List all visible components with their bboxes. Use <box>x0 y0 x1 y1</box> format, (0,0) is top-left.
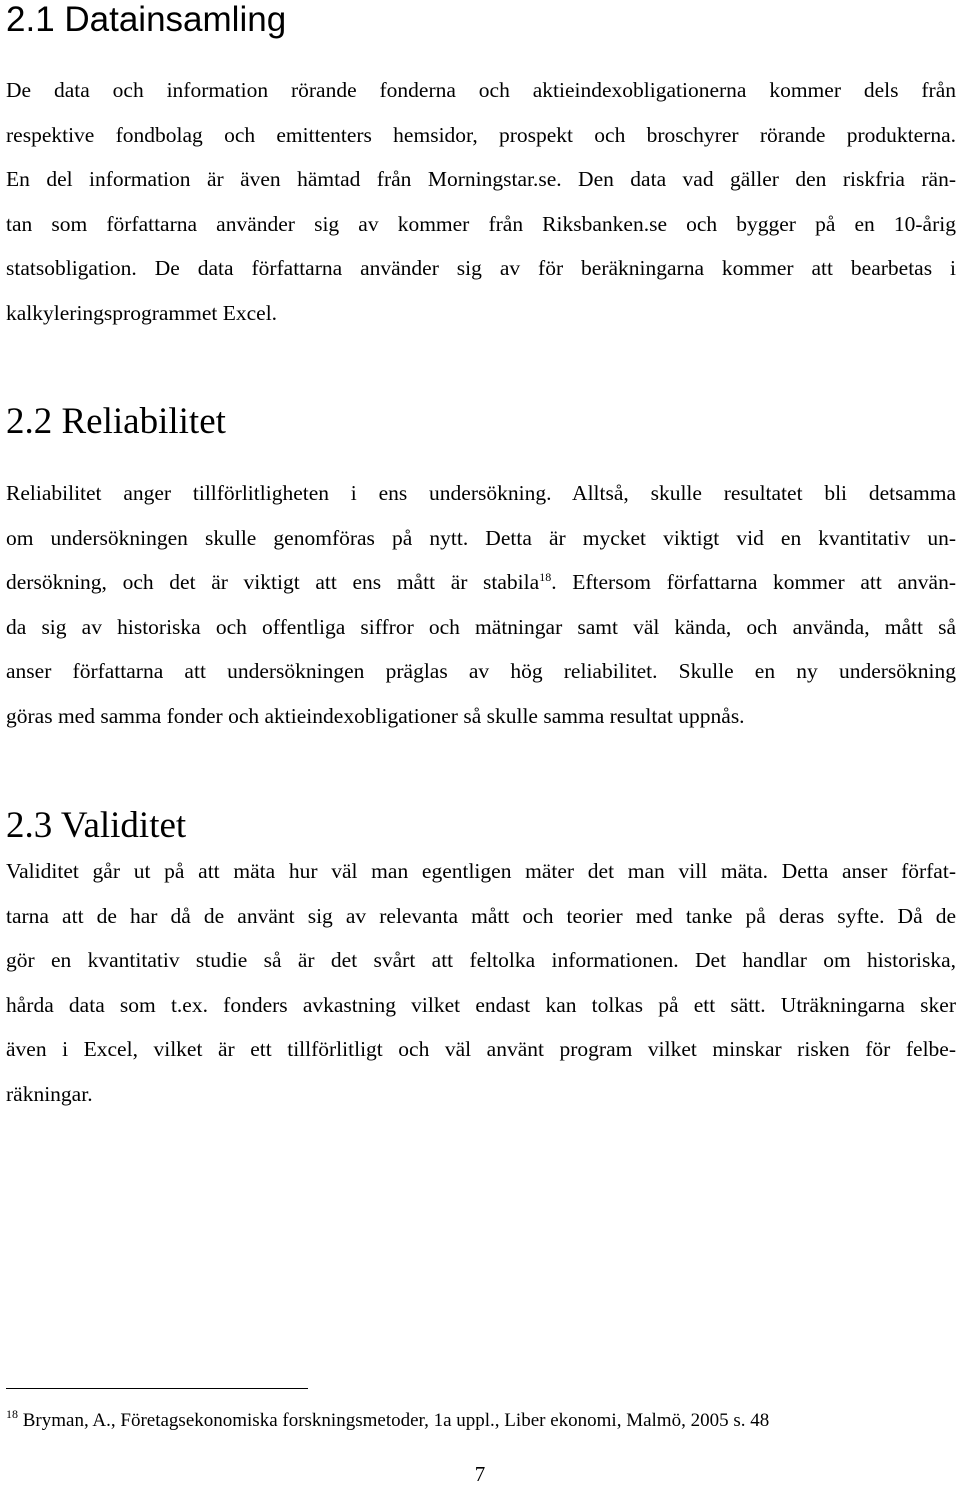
text-line-with-footnote <box>6 560 956 605</box>
footnote-reference[interactable]: 18 <box>539 570 552 584</box>
text-line: göras med samma fonder och aktieindexobligationer så skulle samma resultat uppnås. <box>6 703 745 728</box>
text-segment: dersökning, och det är viktigt att ens mått är stabila <box>6 570 540 594</box>
paragraph-reliabilitet <box>6 471 956 738</box>
text-line: da sig av historiska och offentliga siffror och mätningar samt väl kända, och använda, mått så <box>6 614 956 639</box>
text-line: tan som författarna använder sig av kommer från Riksbanken.se och bygger på en 10-årig <box>6 211 956 236</box>
paragraph-datainsamling <box>6 68 956 335</box>
text-line: tarna att de har då de använt sig av relevanta mått och teorier med tanke på deras syfte. Då de <box>6 903 956 928</box>
footnote-separator <box>6 1388 308 1389</box>
text-line: En del information är även hämtad från Morningstar.se. Den data vad gäller den riskfria rän- <box>6 167 956 191</box>
text-line: om undersökningen skulle genomföras på nytt. Detta är mycket viktigt vid en kvantitativ un- <box>6 525 956 550</box>
section-heading-validitet: 2.3 Validitet <box>6 805 187 846</box>
text-line: räkningar. <box>6 1081 93 1106</box>
section-heading-datainsamling: 2.1 Datainsamling <box>6 0 287 39</box>
text-line: Reliabilitet anger tillförlitligheten i ens undersökning. Alltså, skulle resultatet bli detsamma <box>6 481 956 505</box>
text-line: anser författarna att undersökningen präglas av hög reliabilitet. Skulle en ny undersökning <box>6 659 956 683</box>
page-number: 7 <box>474 1462 486 1486</box>
text-segment: . Eftersom författarna kommer att använ- <box>551 570 957 594</box>
text-line: respektive fondbolag och emittenters hemsidor, prospekt och broschyrer rörande produkterna. <box>6 122 956 147</box>
text-line: Validitet går ut på att mäta hur väl man egentligen mäter det man vill mäta. Detta anser förfat- <box>6 859 956 883</box>
section-heading-reliabilitet: 2.2 Reliabilitet <box>6 401 226 442</box>
text-line: kalkyleringsprogrammet Excel. <box>6 300 278 325</box>
text-line: hårda data som t.ex. fonders avkastning vilket endast kan tolkas på ett sätt. Uträkningarna sker <box>6 992 956 1017</box>
text-line: gör en kvantitativ studie så är det svårt att feltolka informationen. Det handlar om historiska, <box>6 948 956 972</box>
text-line: De data och information rörande fonderna och aktieindexobligationerna kommer dels från <box>6 78 956 102</box>
footnote <box>6 1408 769 1434</box>
footnote-text: Bryman, A., Företagsekonomiska forskningsmetoder, 1a uppl., Liber ekonomi, Malmö, 2005 s. 48 <box>22 1410 770 1431</box>
footnote-number: 18 <box>6 1407 18 1421</box>
text-line: även i Excel, vilket är ett tillförlitligt och väl använt program vilket minskar risken för felbe- <box>6 1037 956 1061</box>
paragraph-validitet <box>6 849 956 1116</box>
text-line: statsobligation. De data författarna använder sig av för beräkningarna kommer att bearbetas i <box>6 256 956 280</box>
